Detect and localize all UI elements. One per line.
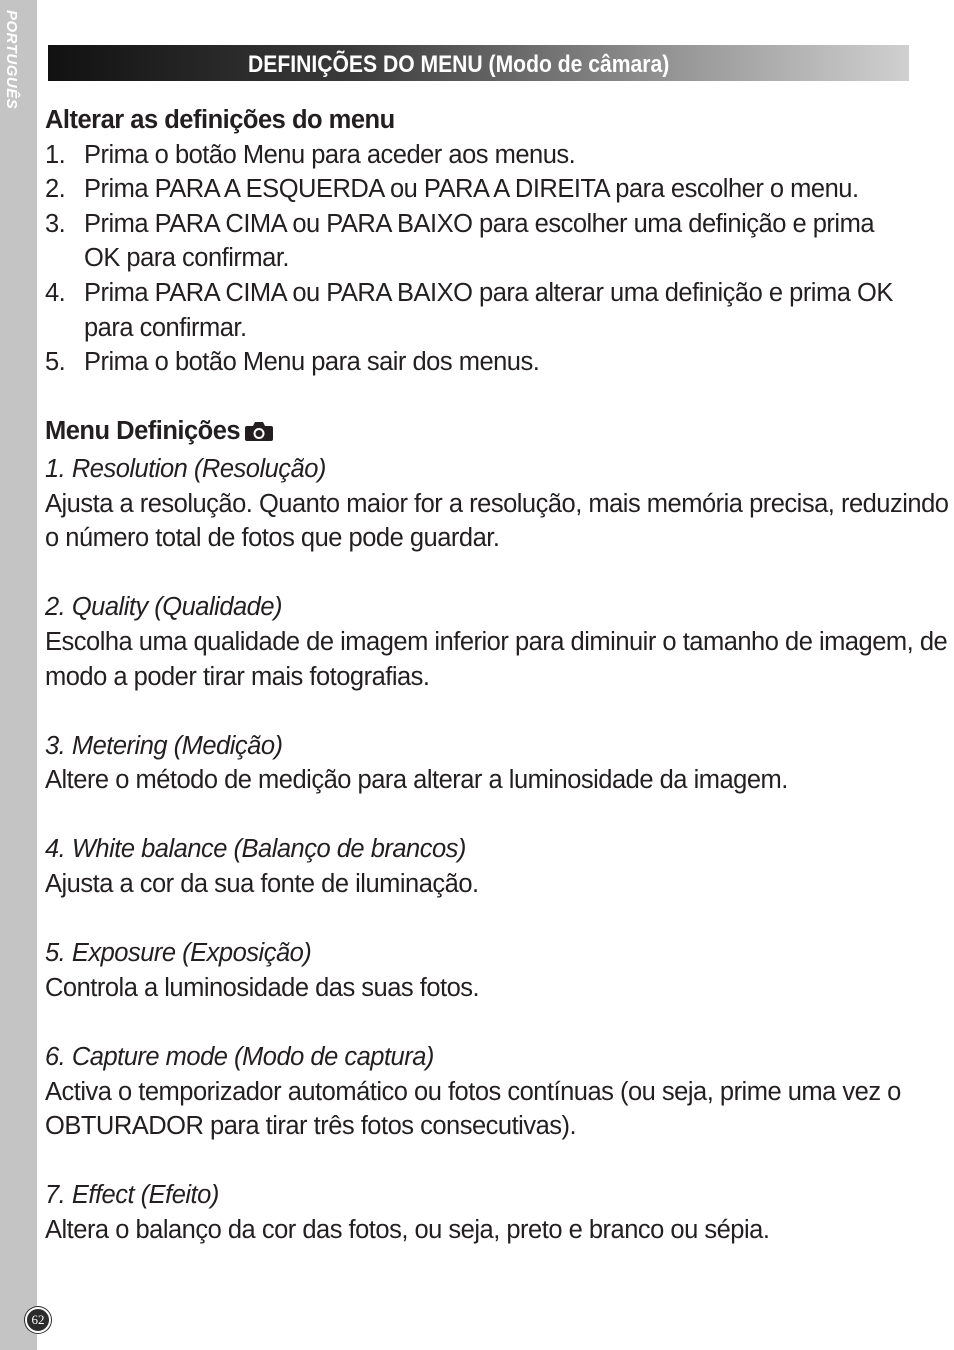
page-number: 62 [25,1307,51,1333]
item-title: 3. Metering (Medição) [45,731,283,760]
step-text: Prima PARA A ESQUERDA ou PARA A DIREITA para escolher o menu. [84,175,859,204]
step-text: Prima o botão Menu para sair dos menus. [84,348,540,377]
item-description: o número total de fotos que pode guardar. [45,524,500,553]
item-title: 5. Exposure (Exposição) [45,939,312,968]
section-heading-text: Menu Definições [45,417,241,446]
step-item [45,138,915,173]
item-title: 2. Quality (Qualidade) [45,593,283,622]
step-item [45,276,915,345]
item-title: 6. Capture mode (Modo de captura) [45,1043,434,1072]
side-strip [0,0,37,1350]
step-text: Prima o botão Menu para aceder aos menus. [84,140,576,169]
item-description: Altere o método de medição para alterar a luminosidade da imagem. [45,766,788,795]
item-description: Controla a luminosidade das suas fotos. [45,973,480,1002]
spacer [45,380,915,415]
step-number: 2. [45,175,66,204]
item-title: 7. Effect (Efeito) [45,1181,219,1210]
item-description: Ajusta a cor da sua fonte de iluminação. [45,870,479,899]
step-number: 3. [45,209,66,238]
spacer [45,1144,915,1179]
item-description: Activa o temporizador automático ou fotos contínuas (ou seja, prime uma vez o [45,1077,901,1106]
item-title: 1. Resolution (Resolução) [45,454,326,483]
item-title: 4. White balance (Balanço de brancos) [45,835,466,864]
title-bar [48,45,909,81]
step-text: Prima PARA CIMA ou PARA BAIXO para escolher uma definição e prima OK para confirmar. [84,209,874,273]
item-description: OBTURADOR para tirar três fotos consecutivas). [45,1112,577,1141]
spacer [45,694,915,729]
section-heading-alter-settings: Alterar as definições do menu [45,106,395,134]
spacer [45,556,915,591]
step-number: 5. [45,348,66,377]
spacer [45,1005,915,1040]
step-item [45,172,915,207]
item-description: modo a poder tirar mais fotografias. [45,662,430,691]
step-text: Prima PARA CIMA ou PARA BAIXO para alterar uma definição e prima OK para confirmar. [84,278,893,342]
section-heading-menu-settings [45,414,915,452]
item-description: Escolha uma qualidade de imagem inferior para diminuir o tamanho de imagem, de [45,627,948,656]
content [45,103,949,1248]
steps-list [45,138,915,380]
item-description: Altera o balanço da cor das fotos, ou seja, preto e branco ou sépia. [45,1216,770,1244]
step-number: 4. [45,278,66,307]
page-title: DEFINIÇÕES DO MENU (Modo de câmara) [248,51,670,78]
step-item [45,207,915,276]
spacer [45,798,915,833]
step-item [45,345,915,380]
language-label: PORTUGUÊS [3,10,20,110]
step-number: 1. [45,140,66,169]
spacer [45,902,915,937]
camera-icon [244,417,274,452]
item-description: Ajusta a resolução. Quanto maior for a resolução, mais memória precisa, reduzindo [45,489,949,518]
